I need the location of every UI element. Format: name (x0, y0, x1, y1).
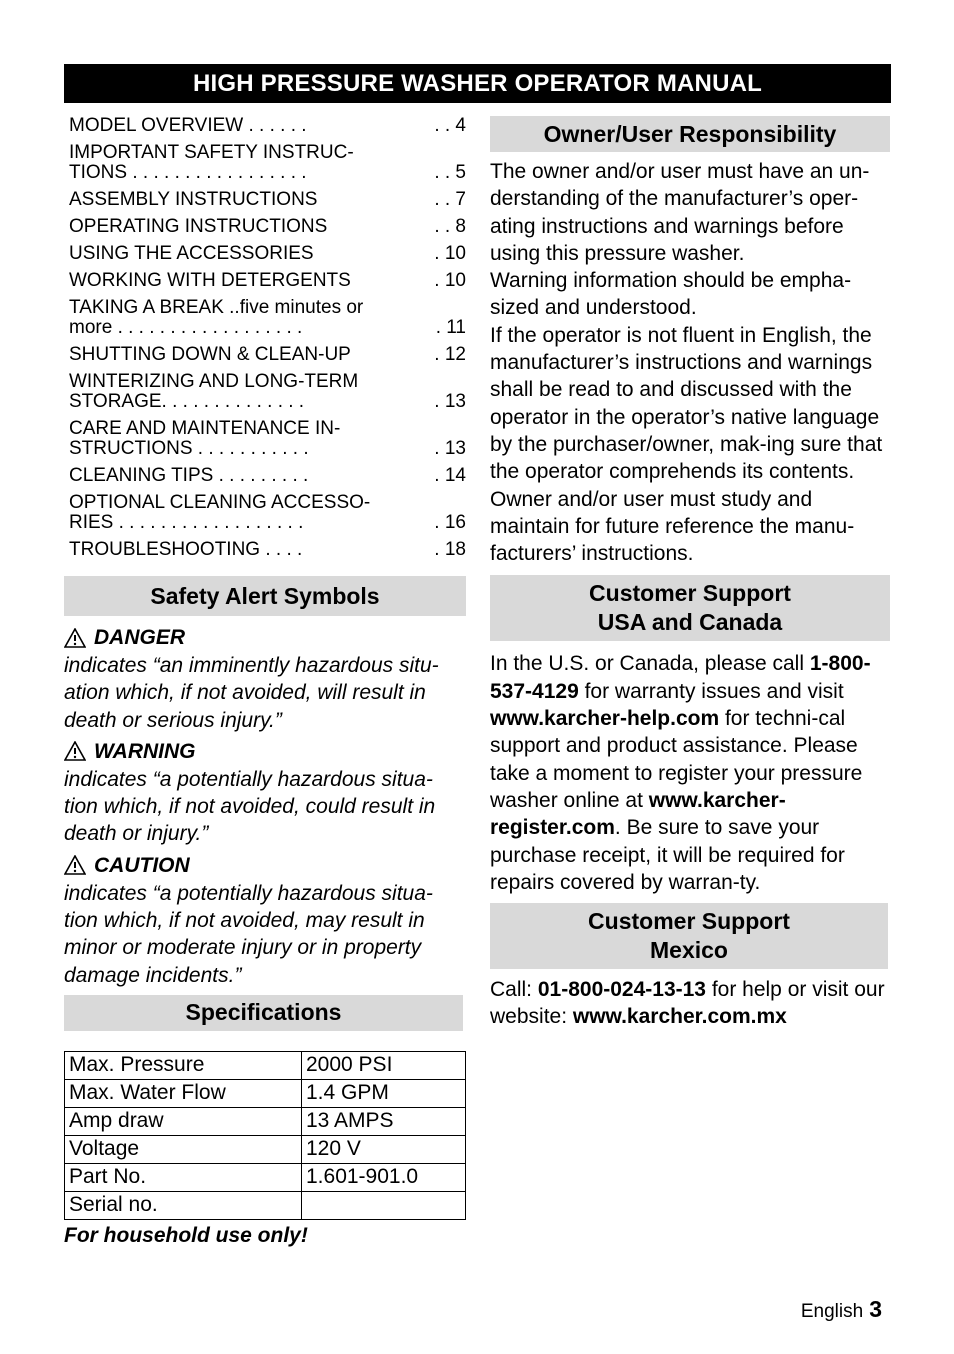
toc-entry-page: . 11 (435, 317, 466, 338)
owner-paragraph: The owner and/or user must have an un-derstanding of the manufacturer’s oper-ating instructions and warnings before using this pressure washer. (490, 160, 870, 265)
caution-block (64, 851, 466, 989)
toc-entry-page: . 18 (434, 539, 466, 560)
spec-label: Amp draw (65, 1107, 302, 1135)
toc-entry-page: . 10 (434, 243, 466, 264)
toc-entry-page: . . 7 (434, 189, 466, 210)
toc-entry-page: . 13 (434, 438, 466, 459)
owner-paragraph: If the operator is not fluent in English, the manufacturer’s instructions and warnings shall be read to and discussed with the operator in the operator’s native language by the purchaser/owner, mak-ing sure that the operator comprehends its contents. (490, 323, 883, 484)
spec-value (302, 1191, 466, 1219)
toc-entry-page: . 13 (434, 391, 466, 412)
support-mexico-text: Call: 01-800-024-13-13 for help or visit our website: www.karcher.com.mx (490, 978, 885, 1029)
spec-value: 13 AMPS (302, 1107, 466, 1135)
toc-entry[interactable] (64, 466, 466, 486)
support-usa-phone: 1-800-537-4129 (490, 652, 871, 703)
toc-entry-title: WINTERIZING AND LONG-TERM STORAGE. . . . . . . . . . . . . . (69, 371, 359, 412)
toc-entry-title: CLEANING TIPS . . . . . . . . . (69, 465, 309, 486)
caution-label: CAUTION (94, 853, 190, 877)
spec-label: Voltage (65, 1135, 302, 1163)
spec-row (65, 1135, 466, 1163)
household-use-note: For household use only! (64, 1223, 308, 1247)
toc-entry-title: TAKING A BREAK ..five minutes or more . . . . . . . . . . . . . . . . . . (69, 297, 364, 338)
toc-entry[interactable] (64, 190, 466, 210)
owner-heading: Owner/User Responsibility (490, 116, 890, 152)
support-mexico-heading: Customer Support Mexico (490, 903, 888, 969)
warning-label: WARNING (94, 739, 196, 763)
toc-entry-page: . 14 (434, 465, 466, 486)
owner-paragraph: Warning information should be empha-sized and understood. (490, 269, 852, 320)
spec-row (65, 1163, 466, 1191)
toc-entry[interactable] (64, 217, 466, 237)
toc-entry-title: OPERATING INSTRUCTIONS (69, 216, 328, 237)
page-footer (801, 1296, 882, 1323)
warning-block (64, 737, 466, 848)
spec-row (65, 1107, 466, 1135)
spec-label: Max. Water Flow (65, 1079, 302, 1107)
toc-entry-page: . . 5 (434, 162, 466, 183)
spec-value: 1.601-901.0 (302, 1163, 466, 1191)
toc-entry-page: . 16 (434, 512, 466, 533)
warning-triangle-icon (64, 628, 86, 648)
danger-text: indicates “an imminently hazardous situ-ation which, if not avoided, will result in death or serious injury.” (64, 654, 439, 732)
safety-heading: Safety Alert Symbols (64, 576, 466, 616)
toc-entry-title: SHUTTING DOWN & CLEAN-UP (69, 344, 351, 365)
toc-entry-title: WORKING WITH DETERGENTS (69, 270, 351, 291)
support-usa-heading: Customer Support USA and Canada (490, 575, 890, 641)
toc-entry[interactable] (64, 540, 466, 560)
spec-label: Serial no. (65, 1191, 302, 1219)
karcher-register-link[interactable]: www.karcher-register.com (490, 788, 786, 840)
spec-row (65, 1079, 466, 1107)
caution-text: indicates “a potentially hazardous situa-tion which, if not avoided, may result in minor or moderate injury or in property damage incidents.” (64, 881, 433, 987)
manual-title-banner: HIGH PRESSURE WASHER OPERATOR MANUAL (64, 64, 891, 103)
toc-entry[interactable] (64, 372, 466, 412)
spec-value: 2000 PSI (302, 1051, 466, 1079)
warning-triangle-icon (64, 855, 86, 875)
toc-entry-title: OPTIONAL CLEANING ACCESSO- RIES . . . . . . . . . . . . . . . . . . (69, 492, 371, 533)
specifications-table (64, 1051, 466, 1220)
toc-entry-page: . 12 (434, 344, 466, 365)
warning-triangle-icon (64, 741, 86, 761)
spec-value: 120 V (302, 1135, 466, 1163)
footer-language: English (800, 1301, 864, 1322)
warning-text: indicates “a potentially hazardous situa-tion which, if not avoided, could result in death or injury.” (64, 767, 436, 846)
specifications-heading: Specifications (64, 995, 463, 1031)
toc-entry-page: . . 4 (434, 115, 466, 136)
table-of-contents (64, 116, 466, 560)
toc-entry-title: MODEL OVERVIEW . . . . . . (69, 115, 307, 136)
spec-label: Max. Pressure (65, 1051, 302, 1079)
toc-entry-page: . 10 (434, 270, 466, 291)
toc-entry[interactable] (64, 143, 466, 183)
toc-entry[interactable] (64, 116, 466, 136)
toc-entry-title: CARE AND MAINTENANCE IN- STRUCTIONS . . . . . . . . . . . (69, 418, 341, 459)
danger-label: DANGER (94, 626, 186, 649)
owner-text (490, 158, 890, 567)
left-column (64, 116, 466, 1249)
spec-label: Part No. (65, 1163, 302, 1191)
page-number: 3 (869, 1296, 882, 1322)
toc-entry-title: USING THE ACCESSORIES (69, 243, 314, 264)
right-column (490, 116, 890, 1031)
support-usa-text: In the U.S. or Canada, please call 1-800-537-4129 for warranty issues and visit www.karcher-help.com for techni-cal support and product assistance. Please take a moment to register your pressure washer online at www.karcher-register.com. Be sure to save your purchase receipt, it will be required for repairs covered by warran-ty. (490, 652, 871, 894)
spec-row (65, 1191, 466, 1219)
toc-entry-title: TROUBLESHOOTING . . . . (69, 539, 303, 560)
danger-block (64, 623, 466, 734)
toc-entry[interactable] (64, 244, 466, 264)
owner-paragraph: Owner and/or user must study and maintain for future reference the manu-facturers’ instructions. (490, 487, 855, 566)
spec-value: 1.4 GPM (302, 1079, 466, 1107)
toc-entry-page: . . 8 (434, 216, 466, 237)
toc-entry[interactable] (64, 271, 466, 291)
karcher-mx-link[interactable]: www.karcher.com.mx (572, 1005, 787, 1029)
toc-entry[interactable] (64, 298, 466, 338)
support-mexico-phone: 01-800-024-13-13 (537, 978, 706, 1002)
toc-entry[interactable] (64, 345, 466, 365)
toc-entry[interactable] (64, 493, 466, 533)
toc-entry-title: IMPORTANT SAFETY INSTRUC- TIONS . . . . . . . . . . . . . . . . . (69, 142, 354, 183)
toc-entry[interactable] (64, 419, 466, 459)
toc-entry-title: ASSEMBLY INSTRUCTIONS (69, 189, 318, 210)
karcher-help-link[interactable]: www.karcher-help.com (490, 707, 720, 731)
spec-row (65, 1051, 466, 1079)
